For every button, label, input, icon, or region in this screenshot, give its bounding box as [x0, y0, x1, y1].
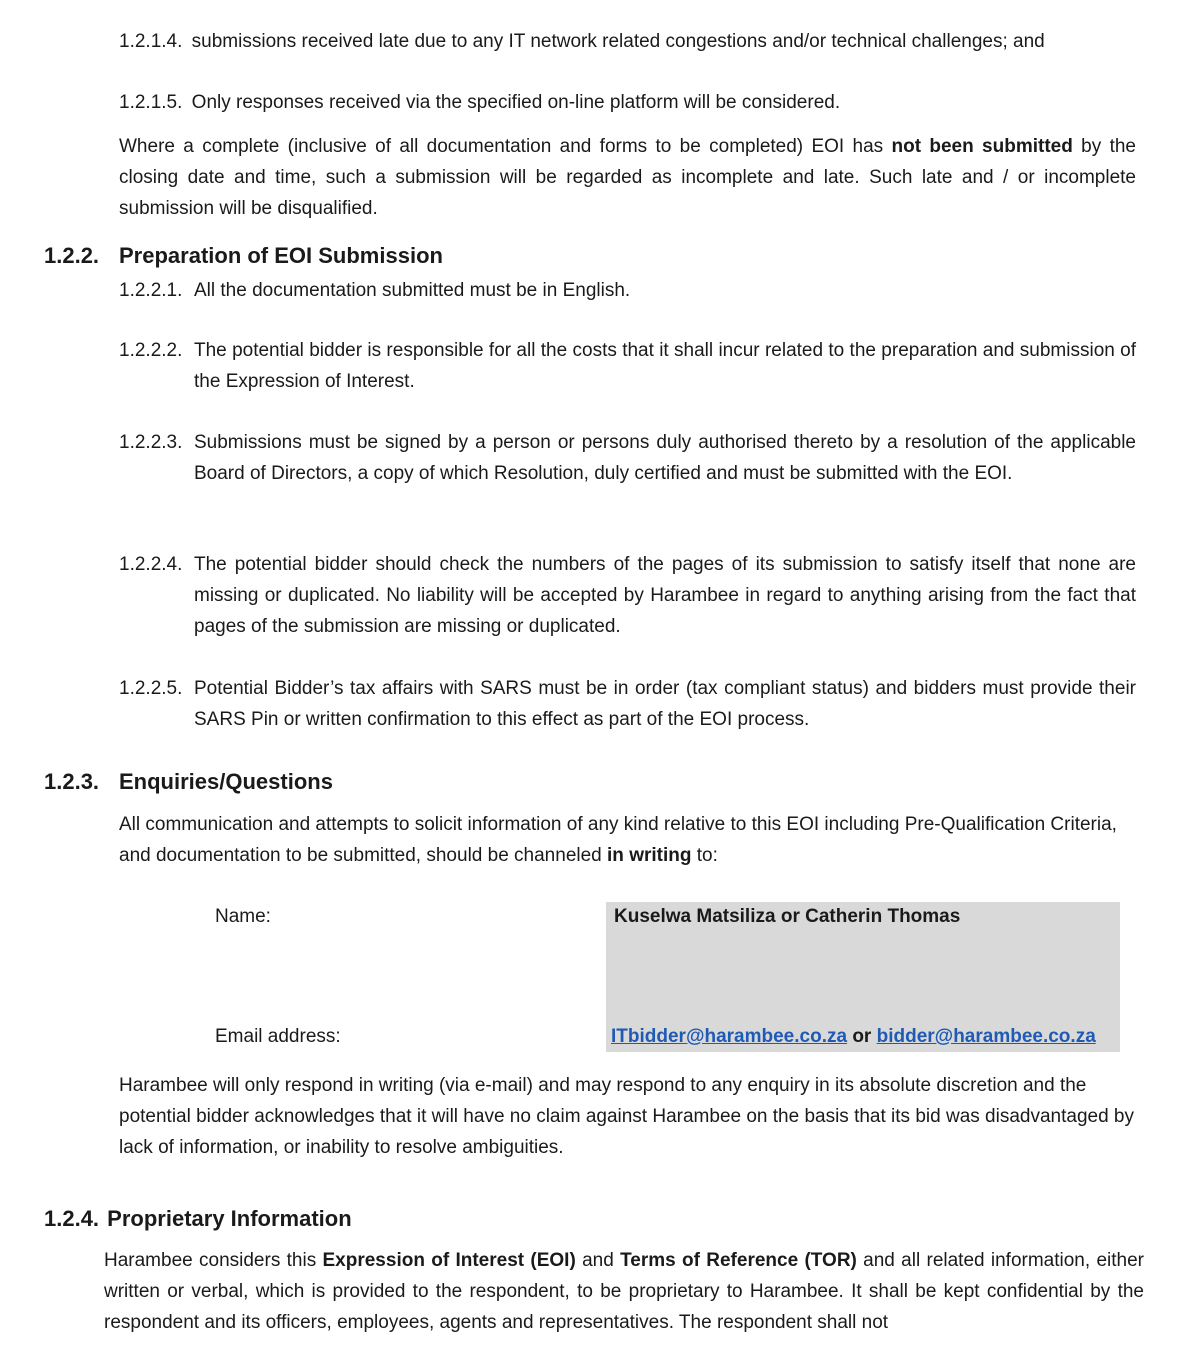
paragraph-text: and: [575, 1250, 621, 1271]
item-text: The potential bidder is responsible for all the costs that it shall incur related to the preparation and submission of the Expression of Interest.: [194, 340, 1136, 392]
email-link-itbidder[interactable]: ITbidder@harambee.co.za: [611, 1026, 848, 1047]
email-label: Email address:: [215, 1026, 341, 1047]
item-number: 1.2.2.5.: [119, 678, 183, 699]
item-number: 1.2.2.1.: [119, 280, 183, 301]
heading-title: Enquiries/Questions: [119, 769, 333, 794]
item-number: 1.2.2.3.: [119, 432, 183, 453]
bold-text: not been submitted: [891, 136, 1073, 157]
paragraph-text: All communication and attempts to solicit information of any kind relative to this EOI including Pre-Qualification Criteria, and documentation to be submitted, should be channeled: [119, 814, 1117, 866]
heading-number: 1.2.3.: [44, 769, 100, 794]
heading-number: 1.2.4.: [44, 1206, 100, 1231]
bold-text: Terms of Reference (TOR): [620, 1250, 857, 1271]
heading-number: 1.2.2.: [44, 243, 100, 268]
late-submission-paragraph: [119, 131, 1136, 224]
section-heading: [44, 769, 333, 795]
email-link-bidder[interactable]: bidder@harambee.co.za: [876, 1026, 1096, 1047]
item-text: All the documentation submitted must be in English.: [194, 280, 631, 301]
list-item: [119, 26, 1139, 57]
item-text: The potential bidder should check the numbers of the pages of its submission to satisfy itself that none are missing or duplicated. No liability will be accepted by Harambee in regard to anything arising from the fact that pages of the submission are missing or duplicated.: [194, 554, 1136, 637]
enquiries-closing-paragraph: Harambee will only respond in writing (via e-mail) and may respond to any enquiry in its absolute discretion and the potential bidder acknowledges that it will have no claim against Harambee on the basis that its bid was disadvantaged by lack of information, or inability to resolve ambiguities.: [119, 1075, 1134, 1158]
list-item: [119, 87, 1139, 118]
paragraph-text: Harambee considers this: [104, 1250, 323, 1271]
heading-title: Proprietary Information: [107, 1206, 352, 1231]
paragraph-text: to:: [691, 845, 718, 866]
paragraph-text: and all related information, either written or verbal, which is provided to the respondent, to be proprietary to Harambee. It shall be kept confidential by the respondent and its officers, employees, agents and representatives. The respondent shall not: [104, 1250, 1144, 1333]
email-values: [611, 1021, 1096, 1052]
section-heading: [44, 1206, 352, 1232]
bold-text: Expression of Interest (EOI): [322, 1250, 576, 1271]
paragraph-text: Where a complete (inclusive of all documentation and forms to be completed) EOI has: [119, 136, 892, 157]
bold-text: in writing: [607, 845, 692, 866]
item-text: submissions received late due to any IT network related congestions and/or technical challenges; and: [191, 31, 1045, 52]
name-label: Name:: [215, 906, 271, 927]
paragraph-text: by the closing date and time, such a submission will be regarded as incomplete and late. Such late and / or incomplete submission will be disqualified.: [119, 136, 1136, 219]
heading-title: Preparation of EOI Submission: [119, 243, 443, 268]
item-number: 1.2.1.4.: [119, 31, 183, 52]
or-text: or: [847, 1026, 877, 1047]
section-heading: [44, 243, 443, 269]
item-text: Only responses received via the specified on-line platform will be considered.: [191, 92, 841, 113]
item-number: 1.2.2.4.: [119, 554, 183, 575]
contact-name: Kuselwa Matsiliza or Catherin Thomas: [614, 906, 961, 927]
proprietary-paragraph: [104, 1245, 1144, 1338]
item-number: 1.2.2.2.: [119, 340, 183, 361]
item-number: 1.2.1.5.: [119, 92, 183, 113]
item-text: Potential Bidder’s tax affairs with SARS must be in order (tax compliant status) and bidders must provide their SARS Pin or written confirmation to this effect as part of the EOI process.: [194, 678, 1136, 730]
item-text: Submissions must be signed by a person or persons duly authorised thereto by a resolution of the applicable Board of Directors, a copy of which Resolution, duly certified and must be submitted with the EOI.: [194, 432, 1136, 484]
enquiries-intro: [119, 809, 1136, 871]
